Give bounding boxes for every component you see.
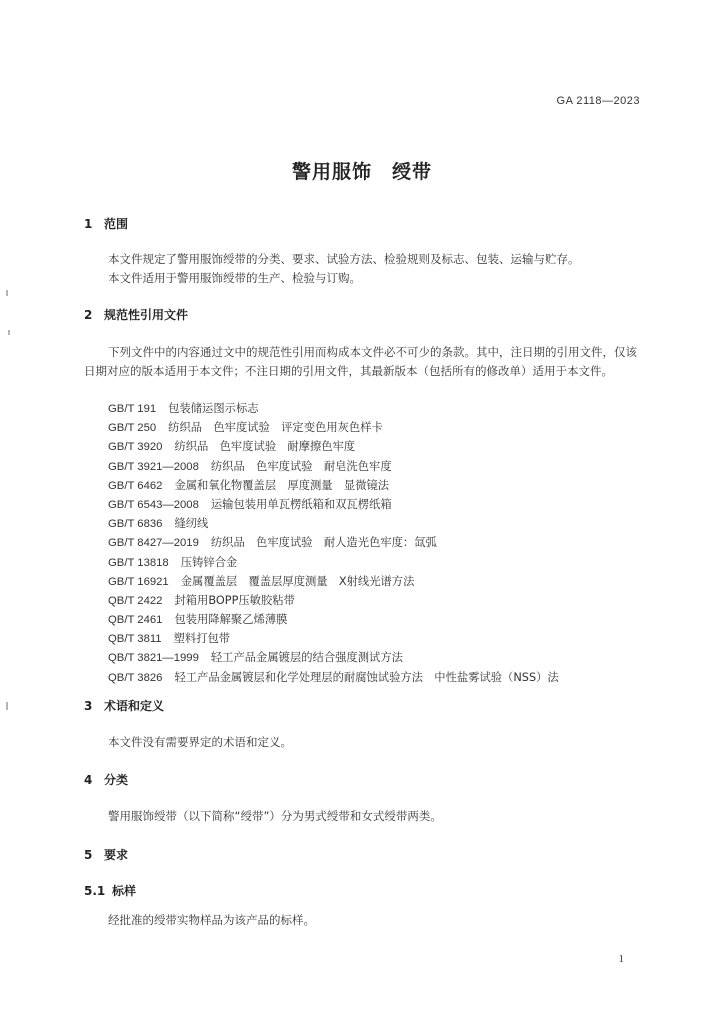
reference-code: GB/T 13818 <box>108 556 169 569</box>
section-title: 术语和定义 <box>104 699 165 713</box>
section-1-heading <box>84 215 128 232</box>
reference-title: 纺织品 色牢度试验 耐人造光色牢度：氙弧 <box>210 536 437 550</box>
section-5-1-heading <box>84 882 136 899</box>
reference-item <box>108 476 648 495</box>
reference-list <box>108 399 648 687</box>
reference-item <box>108 533 648 552</box>
section-number: 4 <box>84 773 93 787</box>
section-title: 标样 <box>112 884 137 898</box>
page-number: 1 <box>618 953 624 965</box>
reference-title: 包装用降解聚乙烯薄膜 <box>174 613 288 627</box>
section-number: 5 <box>84 848 93 862</box>
section-2-heading <box>84 306 188 323</box>
reference-code: GB/T 6543—2008 <box>108 498 199 511</box>
section-5-heading <box>84 846 128 863</box>
reference-title: 轻工产品金属镀层的结合强度测试方法 <box>210 651 403 665</box>
section-title: 要求 <box>104 848 129 862</box>
reference-title: 金属和氧化物覆盖层 厚度测量 显微镜法 <box>174 478 390 492</box>
scan-mark <box>8 330 10 335</box>
reference-title: 轻工产品金属镀层和化学处理层的耐腐蚀试验方法 中性盐雾试验（NSS）法 <box>174 670 559 684</box>
reference-code: QB/T 2422 <box>108 594 163 607</box>
reference-item <box>108 553 648 572</box>
reference-title: 塑料打包带 <box>173 632 231 646</box>
reference-code: GB/T 250 <box>108 422 157 435</box>
scope-paragraph-1: 本文件规定了警用服饰绶带的分类、要求、试验方法、检验规则及标志、包装、运输与贮存。 <box>108 252 580 266</box>
reference-title: 纺织品 色牢度试验 耐皂洗色牢度 <box>210 459 392 473</box>
scan-mark <box>6 702 8 710</box>
document-title: 警用服饰 绶带 <box>291 161 432 183</box>
reference-code: GB/T 3920 <box>108 441 163 454</box>
standard-code: GA 2118—2023 <box>556 95 640 107</box>
reference-item <box>108 495 648 514</box>
reference-item <box>108 399 648 418</box>
reference-item <box>108 668 648 687</box>
reference-item <box>108 610 648 629</box>
scope-paragraph-2: 本文件适用于警用服饰绶带的生产、检验与订购。 <box>108 271 361 285</box>
reference-code: GB/T 191 <box>108 403 157 415</box>
reference-title: 封箱用BOPP压敏胶粘带 <box>174 593 295 607</box>
section-4-heading <box>84 771 128 788</box>
section-number: 3 <box>84 699 93 713</box>
section-number: 1 <box>84 217 93 231</box>
reference-item <box>108 437 648 456</box>
reference-item <box>108 572 648 591</box>
reference-code: QB/T 2461 <box>108 614 163 627</box>
section-title: 范围 <box>104 217 129 231</box>
section-title: 分类 <box>104 773 129 787</box>
reference-item <box>108 648 648 667</box>
reference-title: 纺织品 色牢度试验 耐摩擦色牢度 <box>174 440 356 454</box>
section-3-heading <box>84 697 164 714</box>
reference-item <box>108 591 648 610</box>
reference-code: GB/T 6836 <box>108 518 163 531</box>
references-intro: 下列文件中的内容通过文中的规范性引用而构成本文件必不可少的条款。其中，注日期的引用文件，仅该日期对应的版本适用于本文件；不注日期的引用文件，其最新版本（包括所有的修改单）适用于本文件。 <box>84 345 637 378</box>
reference-title: 缝纫线 <box>174 517 209 531</box>
scan-mark <box>6 290 8 296</box>
reference-item <box>108 457 648 476</box>
terms-paragraph: 本文件没有需要界定的术语和定义。 <box>108 735 292 749</box>
reference-item <box>108 629 648 648</box>
reference-code: QB/T 3826 <box>108 671 163 684</box>
reference-title: 运输包装用单瓦楞纸箱和双瓦楞纸箱 <box>210 497 392 511</box>
reference-code: GB/T 16921 <box>108 575 169 588</box>
classification-paragraph: 警用服饰绶带（以下简称“绶带”）分为男式绶带和女式绶带两类。 <box>108 809 442 823</box>
section-number: 2 <box>84 308 93 322</box>
reference-title: 纺织品 色牢度试验 评定变色用灰色样卡 <box>168 421 383 435</box>
reference-code: QB/T 3821—1999 <box>108 652 199 665</box>
reference-item <box>108 418 648 437</box>
reference-code: GB/T 6462 <box>108 479 163 492</box>
reference-title: 压铸锌合金 <box>180 555 238 569</box>
reference-title: 包装储运图示标志 <box>168 402 259 415</box>
reference-title: 金属覆盖层 覆盖层厚度测量 X射线光谱方法 <box>180 574 415 588</box>
reference-code: QB/T 3811 <box>108 633 162 646</box>
section-title: 规范性引用文件 <box>104 308 189 322</box>
reference-item <box>108 514 648 533</box>
sample-paragraph: 经批准的绶带实物样品为该产品的标样。 <box>108 913 315 927</box>
reference-code: GB/T 3921—2008 <box>108 460 199 473</box>
section-number: 5.1 <box>84 884 106 898</box>
reference-code: GB/T 8427—2019 <box>108 537 199 550</box>
